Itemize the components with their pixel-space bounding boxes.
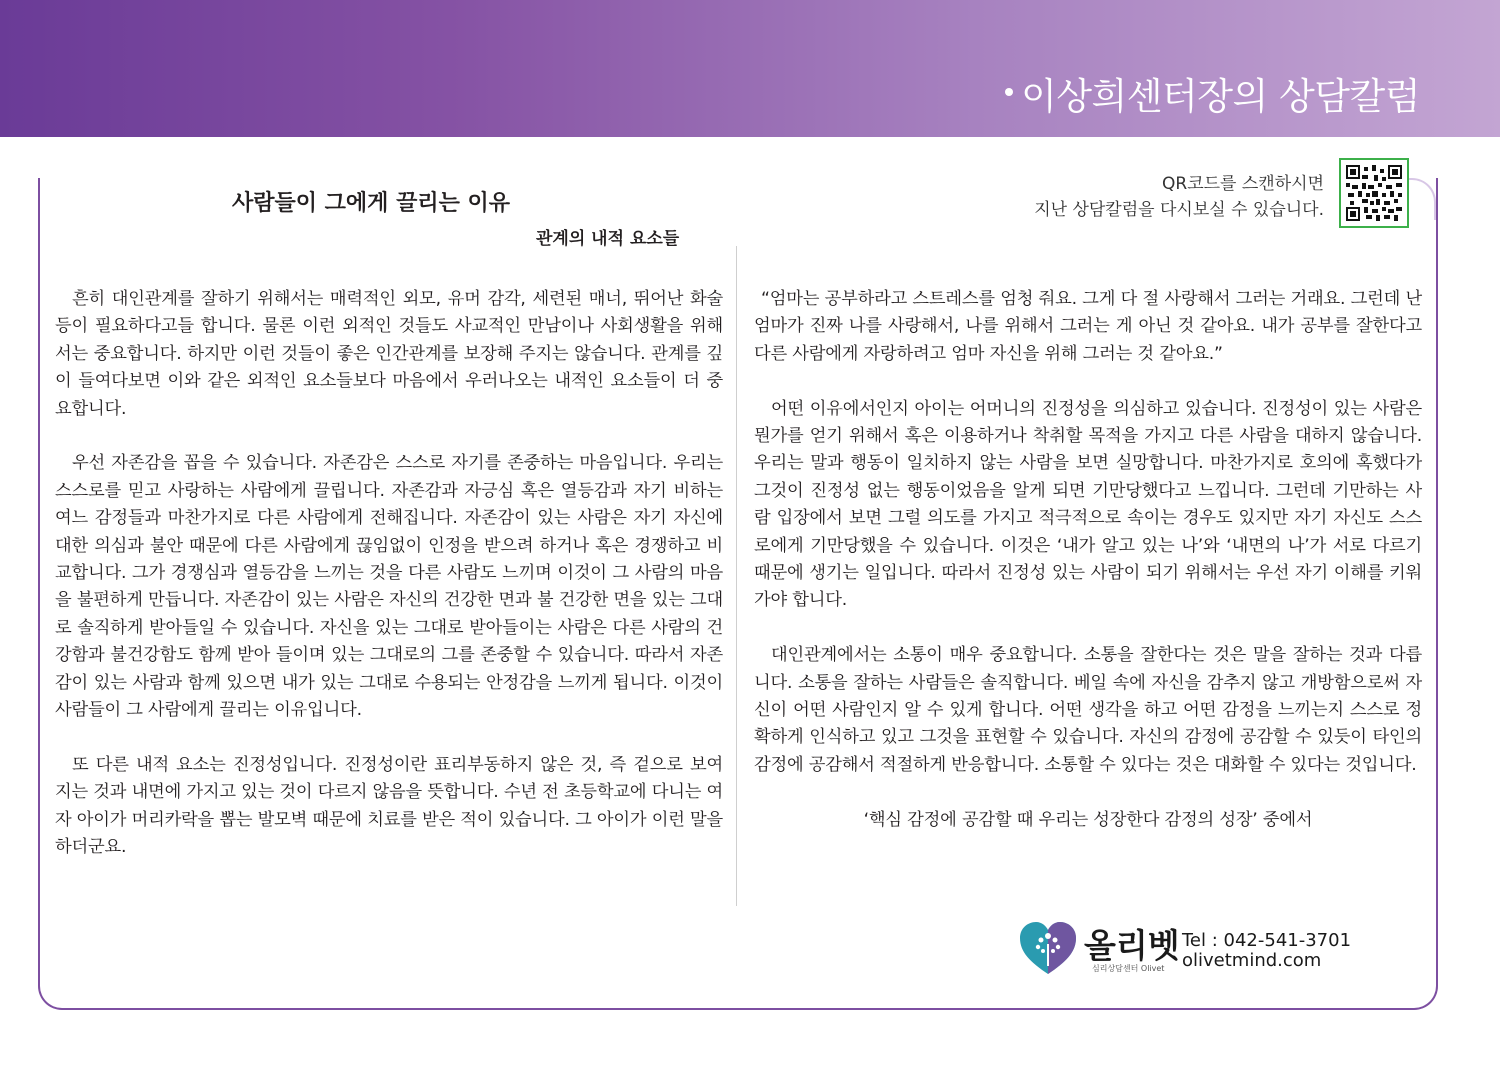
- bullet-dot-icon: [1005, 88, 1013, 96]
- qr-caption-line1: QR코드를 스캔하시면: [1162, 174, 1324, 194]
- paragraph: 우선 자존감을 꼽을 수 있습니다. 자존감은 스스로 자기를 존중하는 마음입니다. 우리는 스스로를 믿고 사랑하는 사람에게 끌립니다. 자존감과 자긍심 혹은 열등감과 자기 비하는 여느 감정들과 마찬가지로 다른 사람에게 전해집니다. 자존감이 있는 사람은 자기 자신에 대한 의심과 불안 때문에 다른 사람에게 끊임없이 인정을 받으려 하거나 혹은 경쟁하고 비교합니다. 그가 경쟁심과 열등감을 느끼는 것을 다른 사람도 느끼며 이것이 그 사람의 마음을 불편하게 만듭니다. 자존감이 있는 사람은 자신의 건강한 면과 불 건강한 면을 있는 그대로 솔직하게 받아들일 수 있습니다. 자신을 있는 그대로 받아들이는 사람은 다른 사람의 건강함과 불건강함도 함께 받아 들이며 있는 그대로의 그를 존중할 수 있습니다. 따라서 자존감이 있는 사람과 함께 있으면 내가 있는 그대로 수용되는 안정감을 느끼게 됩니다. 이것이 사람들이 그 사람에게 끌리는 이유입니다.: [55, 453, 723, 721]
- source-citation: ‘핵심 감정에 공감할 때 우리는 성장한다 감정의 성장’ 중에서: [863, 809, 1313, 830]
- qr-code-icon: [1346, 165, 1402, 221]
- paragraph: 대인관계에서는 소통이 매우 중요합니다. 소통을 잘한다는 것은 말을 잘하는 것과 다릅니다. 소통을 잘하는 사람들은 솔직합니다. 베일 속에 자신을 감추지 않고 개방함으로써 자신이 어떤 사람인지 알 수 있게 합니다. 어떤 생각을 하고 어떤 감정을 느끼는지 스스로 정확하게 인식하고 있고 그것을 표현할 수 있습니다. 자신의 감정에 공감할 수 있듯이 타인의 감정에 공감해서 적절하게 반응합니다. 소통할 수 있다는 것은 대화할 수 있다는 것입니다.: [754, 645, 1422, 775]
- brand-name: 올리벳: [1084, 926, 1180, 965]
- phone-number: Tel : 042-541-3701: [1182, 930, 1352, 951]
- right-column: [754, 286, 1422, 861]
- header-banner: [0, 0, 1500, 137]
- article-subtitle: 관계의 내적 요소들: [536, 229, 680, 249]
- article-title: 사람들이 그에게 끌리는 이유: [232, 191, 511, 216]
- qr-caption-line2: 지난 상담칼럼을 다시보실 수 있습니다.: [1034, 200, 1324, 220]
- website-link[interactable]: olivetmind.com: [1182, 950, 1322, 971]
- paragraph: 어떤 이유에서인지 아이는 어머니의 진정성을 의심하고 있습니다. 진정성이 있는 사람은 뭔가를 얻기 위해서 혹은 이용하거나 착취할 목적을 가지고 다른 사람을 대하지 않습니다. 우리는 말과 행동이 일치하지 않는 사람을 보면 실망합니다. 마찬가지로 호의에 혹했다가 그것이 진정성 없는 행동이었음을 알게 되면 기만당했다고 느낍니다. 그런데 기만하는 사람 입장에서 보면 그럴 의도를 가지고 적극적으로 속이는 경우도 있지만 자기 자신도 스스로에게 기만당했을 수 있습니다. 이것은 ‘내가 알고 있는 나’와 ‘내면의 나’가 서로 다르기 때문에 생기는 일입니다. 따라서 진정성 있는 사람이 되기 위해서는 우선 자기 이해를 키워가야 합니다.: [754, 398, 1422, 611]
- olivet-logo: [1020, 918, 1350, 980]
- qr-code[interactable]: [1339, 158, 1409, 228]
- column-divider: [736, 246, 737, 906]
- qr-caption: [1034, 171, 1324, 223]
- column-title: [1005, 66, 1420, 120]
- left-column: [55, 286, 723, 889]
- brand-subtitle: 심리상담센터 Olivet: [1092, 964, 1165, 973]
- heart-tree-icon: [1020, 922, 1076, 976]
- column-title-text: 이상희센터장의 상담칼럼: [1021, 75, 1420, 118]
- paragraph: 흔히 대인관계를 잘하기 위해서는 매력적인 외모, 유머 감각, 세련된 매너, 뛰어난 화술 등이 필요하다고들 합니다. 물론 이런 외적인 것들도 사교적인 만남이나 사회생활을 위해서는 중요합니다. 하지만 이런 것들이 좋은 인간관계를 보장해 주지는 않습니다. 관계를 깊이 들여다보면 이와 같은 외적인 요소들보다 마음에서 우러나오는 내적인 요소들이 더 중요합니다.: [55, 289, 723, 419]
- paragraph: 또 다른 내적 요소는 진정성입니다. 진정성이란 표리부동하지 않은 것, 즉 겉으로 보여 지는 것과 내면에 가지고 있는 것이 다르지 않음을 뜻합니다. 수년 전 초등학교에 다니는 여자 아이가 머리카락을 뽑는 발모벽 때문에 치료를 받은 적이 있습니다. 그 아이가 이런 말을 하더군요.: [55, 754, 723, 858]
- child-quote: “엄마는 공부하라고 스트레스를 엄청 줘요. 그게 다 절 사랑해서 그러는 거래요. 그런데 난 엄마가 진짜 나를 사랑해서, 나를 위해서 그러는 게 아닌 것 같아요. 내가 공부를 잘한다고 다른 사람에게 자랑하려고 엄마 자신을 위해 그러는 것 같아요.”: [754, 289, 1422, 364]
